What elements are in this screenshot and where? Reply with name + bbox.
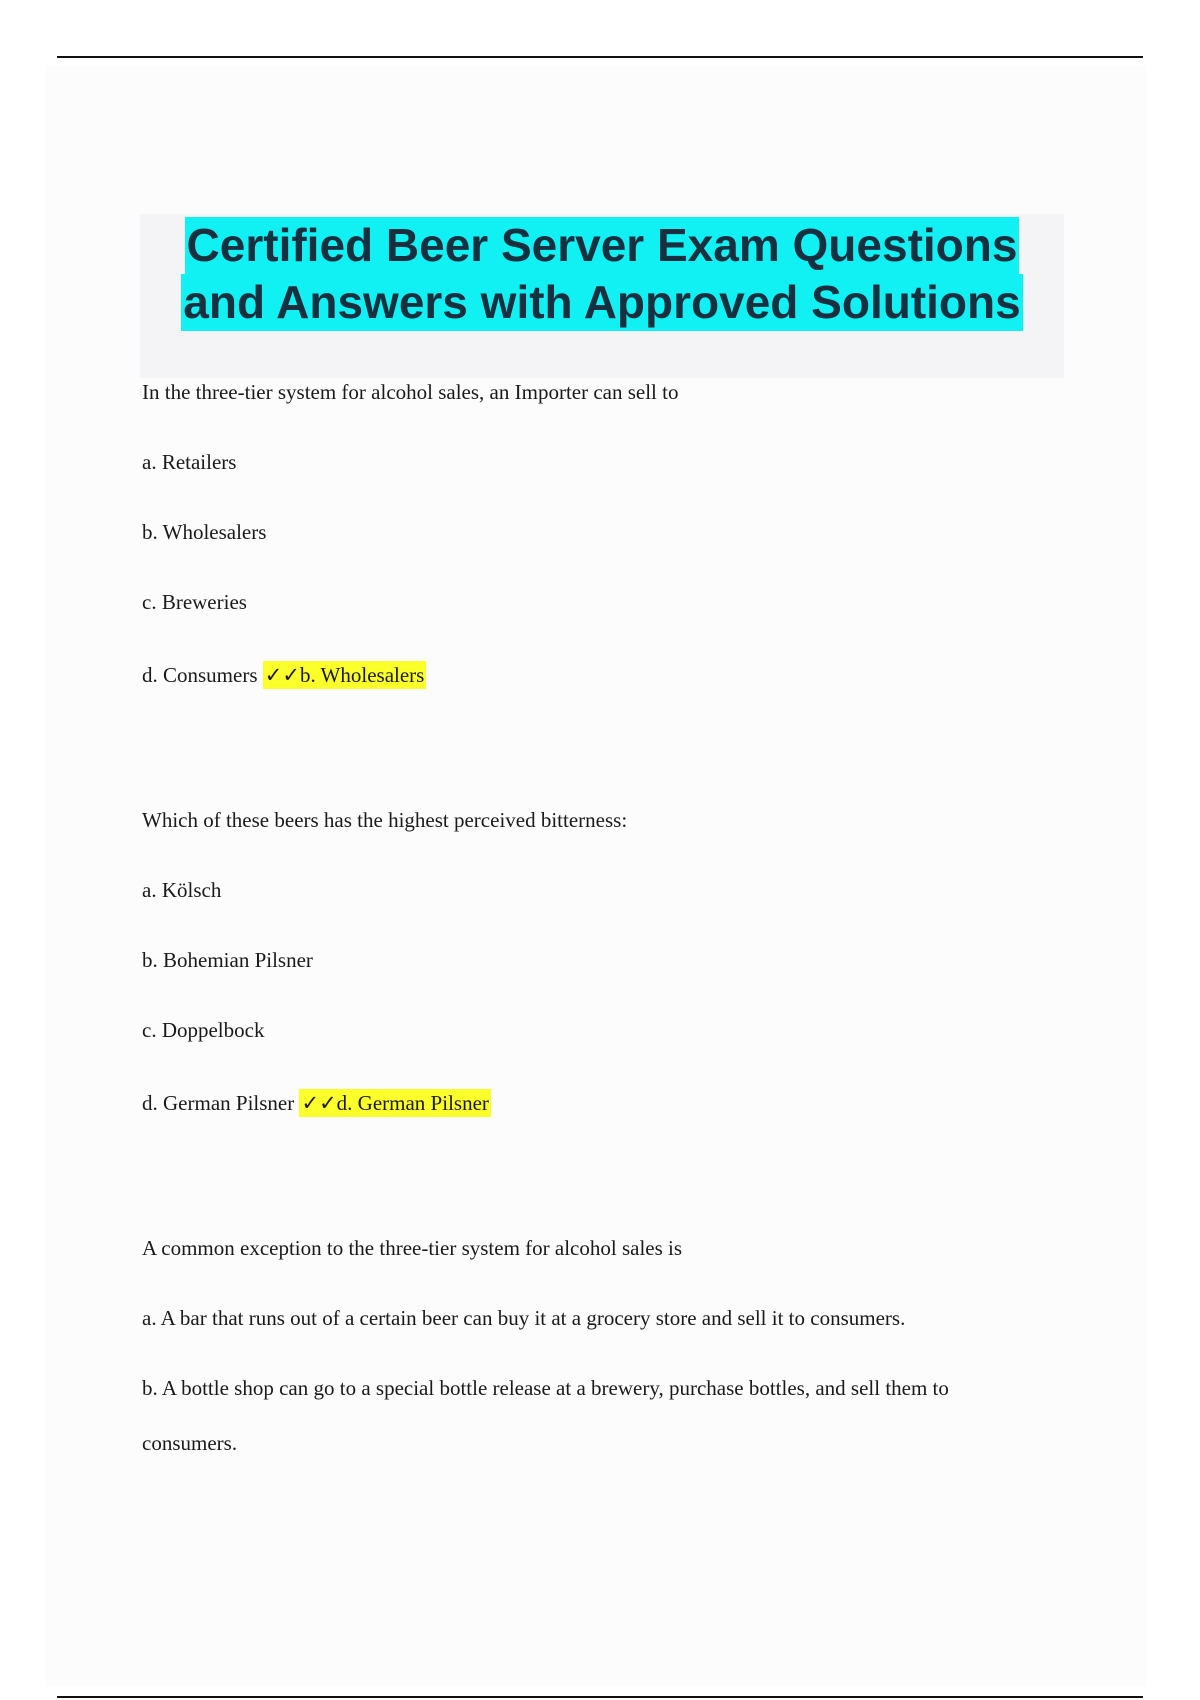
header-rule: [57, 56, 1143, 58]
footer-rule: [57, 1696, 1143, 1698]
question-3-option-a: a. A bar that runs out of a certain beer can buy it at a grocery store and sell it to consumers.: [142, 1306, 906, 1330]
question-1-option-c: c. Breweries: [142, 590, 247, 614]
question-2-answer: ✓✓d. German Pilsner: [301, 1091, 489, 1115]
question-1-option-d-row: [142, 660, 426, 690]
question-2-option-b: b. Bohemian Pilsner: [142, 948, 313, 972]
question-2-prompt: Which of these beers has the highest perceived bitterness:: [142, 808, 628, 832]
question-2-option-d-row: [142, 1088, 491, 1118]
question-1-option-d: d. Consumers: [142, 663, 258, 687]
question-3-prompt: A common exception to the three-tier system for alcohol sales is: [142, 1236, 683, 1260]
question-1-option-b: b. Wholesalers: [142, 520, 267, 544]
question-1-option-a: a. Retailers: [142, 450, 237, 474]
document-title: [140, 217, 1064, 331]
question-2-option-a: a. Kölsch: [142, 878, 222, 902]
question-2-option-d: d. German Pilsner: [142, 1091, 295, 1115]
question-2-option-c: c. Doppelbock: [142, 1018, 265, 1042]
title-block: [140, 214, 1064, 378]
question-1-answer: ✓✓b. Wholesalers: [264, 663, 425, 687]
question-3-option-b-continued: consumers.: [142, 1431, 238, 1455]
question-1-prompt: In the three-tier system for alcohol sales, an Importer can sell to: [142, 380, 679, 404]
question-3-option-b: b. A bottle shop can go to a special bottle release at a brewery, purchase bottles, and sell them to: [142, 1376, 949, 1400]
title-line-1: Certified Beer Server Exam Questions: [185, 217, 1020, 274]
title-line-2: and Answers with Approved Solutions: [181, 274, 1022, 331]
